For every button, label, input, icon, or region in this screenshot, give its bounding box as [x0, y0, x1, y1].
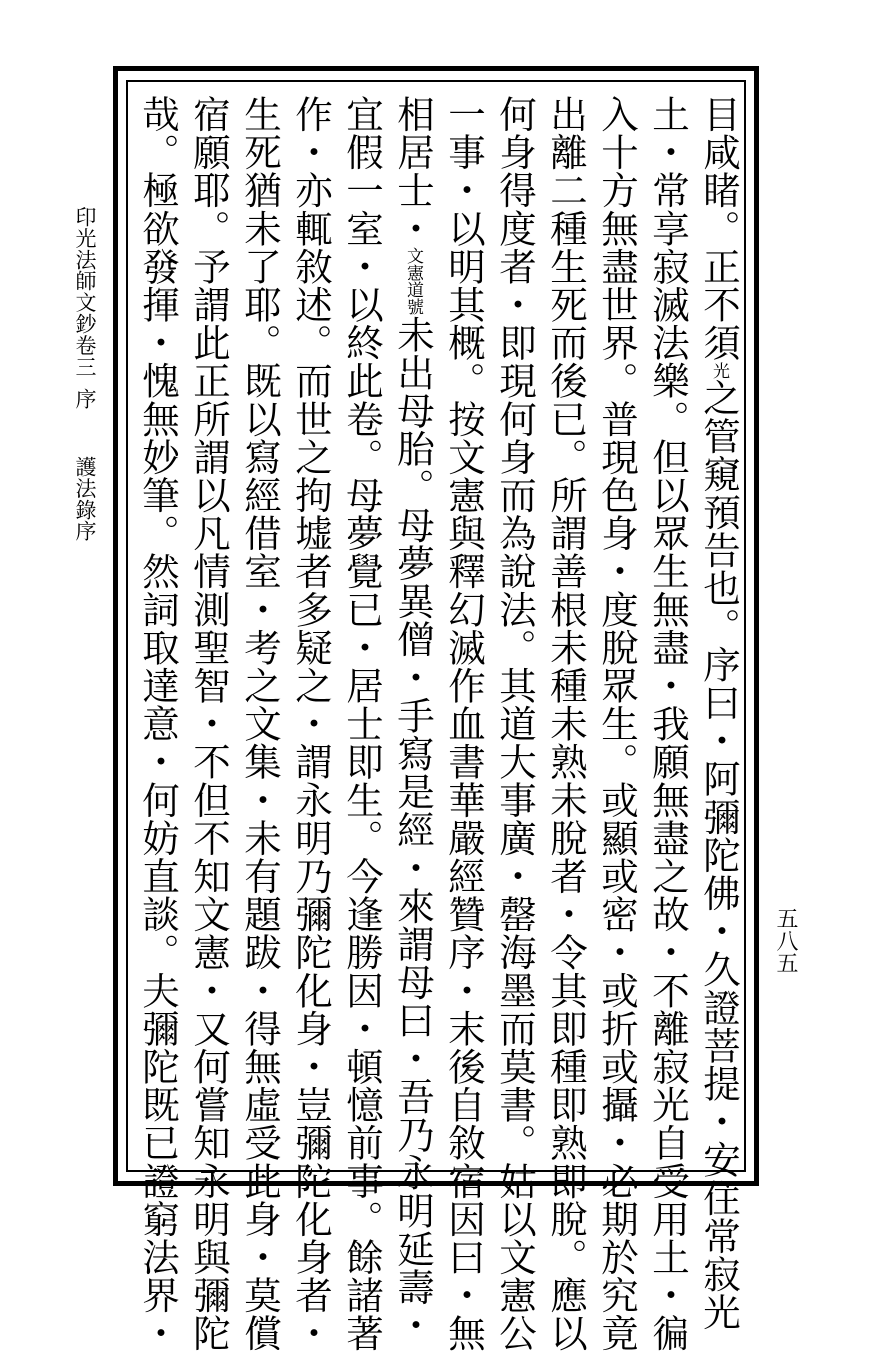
column-text: 目咸睹。正不須 — [697, 95, 741, 362]
text-column — [187, 95, 231, 1352]
column-text: 未出母胎。母夢異僧・手寫是經・來謂母曰・吾乃永明延壽・ — [391, 315, 435, 1345]
text-column — [646, 95, 690, 1352]
text-column — [493, 95, 537, 1352]
column-text: 之管窺預告也。序曰・阿彌陀佛・久證菩提・安住常寂光 — [697, 378, 741, 1332]
text-column — [289, 95, 333, 1352]
running-head: 印光法師文鈔卷三 — [73, 206, 97, 378]
column-text: 一事・以明其概。按文憲與釋幻滅作血書華嚴經贊序・末後自敘宿因曰・無 — [442, 95, 486, 1352]
text-column — [544, 95, 588, 1352]
page-number: 五八五 — [773, 907, 798, 975]
text-column — [238, 95, 282, 1352]
column-text: 生死猶未了耶。既以寫經借室・考之文集・未有題跋・得無虛受此身・莫償 — [238, 95, 282, 1352]
column-text: 宜假一室・以終此卷。母夢覺已・居士即生。今逢勝因・頓憶前事。餘諸著 — [340, 95, 384, 1352]
column-text: 何身得度者・即現何身而為說法。其道大事廣・罄海墨而莫書。姑以文憲公 — [493, 95, 537, 1352]
inline-note: 光 — [709, 361, 729, 379]
column-text: 土・常享寂滅法樂。但以眾生無盡・我願無盡之故・不離寂光自受用土・徧 — [646, 95, 690, 1352]
text-column — [136, 95, 180, 1352]
column-text: 出離二種生死而後已。所謂善根未種未熟未脫者・令其即種即熟即脫。應以 — [544, 95, 588, 1352]
inline-note: 文憲道號 — [403, 247, 423, 316]
column-text: 入十方無盡世界。普現色身・度脫眾生。或顯或密・或折或攝・必期於究竟 — [595, 95, 639, 1352]
body-text — [136, 95, 741, 1352]
text-column — [340, 95, 384, 1352]
text-column — [391, 95, 435, 1345]
text-column — [697, 95, 741, 1332]
text-column — [442, 95, 486, 1352]
column-text: 相居士・ — [391, 95, 435, 248]
column-text: 宿願耶。予謂此正所謂以凡情測聖智・不但不知文憲・又何嘗知永明與彌陀 — [187, 95, 231, 1352]
text-column — [595, 95, 639, 1352]
column-text: 作・亦輒敘述。而世之拘墟者多疑之・謂永明乃彌陀化身・豈彌陀化身者・ — [289, 95, 333, 1352]
section-label: 序 — [73, 388, 97, 410]
chapter-title: 護法錄序 — [73, 456, 97, 542]
column-text: 哉。極欲發揮・愧無妙筆。然詞取達意・何妨直談。夫彌陀既已證窮法界・ — [136, 95, 180, 1352]
